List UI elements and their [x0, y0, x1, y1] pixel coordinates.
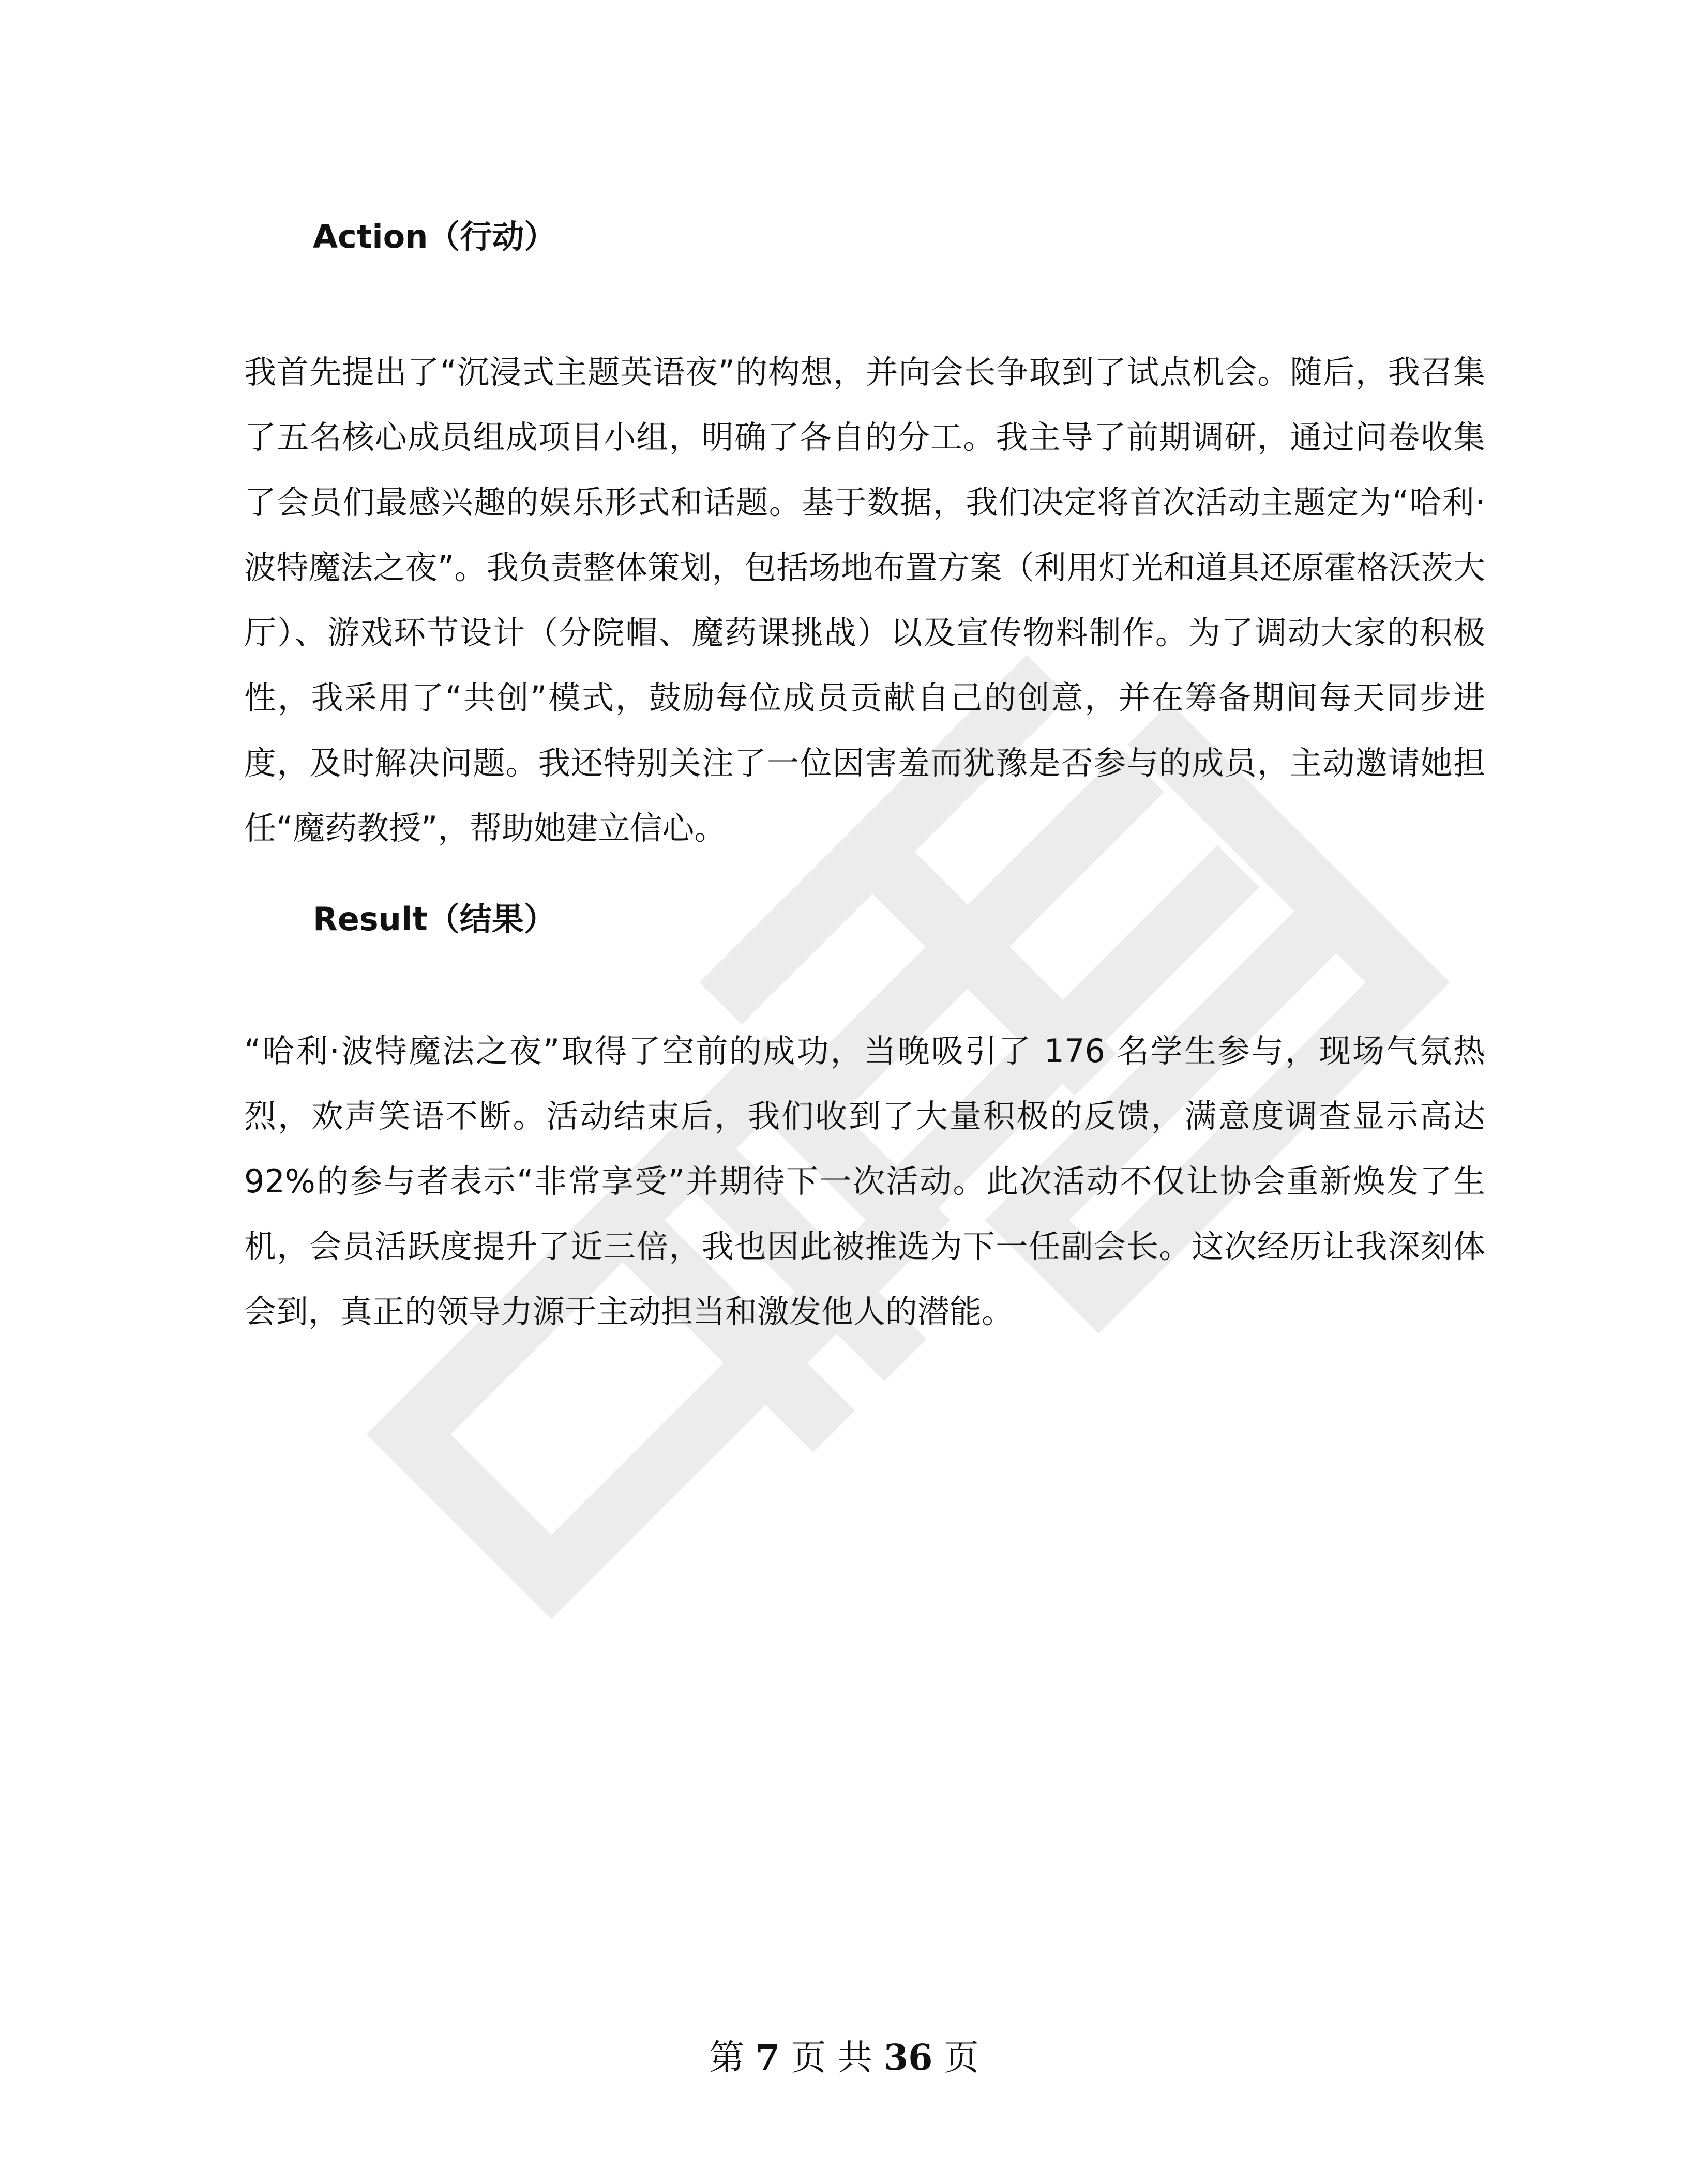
result-paragraph: “哈利·波特魔法之夜”取得了空前的成功，当晚吸引了 176 名学生参与，现场气氛热烈，欢声笑语不断。活动结束后，我们收到了大量积极的反馈，满意度调查显示高达 92%的参与者表示“非常享受”并期待下一次活动。此次活动不仅让协会重新焕发了生机，会员活跃度提升了近三倍，我也因此被推选为下一任副会长。这次经历让我深刻体会到，真正的领导力源于主动担当和激发他人的潜能。: [244, 1032, 1485, 1330]
footer-middle: 页 共: [779, 2038, 884, 2079]
total-page-count: 36: [883, 2037, 933, 2079]
action-paragraph: 我首先提出了“沉浸式主题英语夜”的构想，并向会长争取到了试点机会。随后，我召集了五名核心成员组成项目小组，明确了各自的分工。我主导了前期调研，通过问卷收集了会员们最感兴趣的娱乐形式和话题。基于数据，我们决定将首次活动主题定为“哈利·波特魔法之夜”。我负责整体策划，包括场地布置方案（利用灯光和道具还原霍格沃茨大厅）、游戏环节设计（分院帽、魔药课挑战）以及宣传物料制作。为了调动大家的积极性，我采用了“共创”模式，鼓励每位成员贡献自己的创意，并在筹备期间每天同步进度，及时解决问题。我还特别关注了一位因害羞而犹豫是否参与的成员，主动邀请她担任“魔药教授”，帮助她建立信心。: [244, 353, 1485, 847]
footer-prefix: 第: [709, 2038, 756, 2079]
current-page-number: 7: [755, 2037, 780, 2079]
action-heading: Action（行动）: [313, 218, 556, 255]
page-footer: [0, 2035, 1688, 2082]
footer-suffix: 页: [932, 2038, 979, 2079]
result-heading: Result（结果）: [313, 900, 556, 938]
